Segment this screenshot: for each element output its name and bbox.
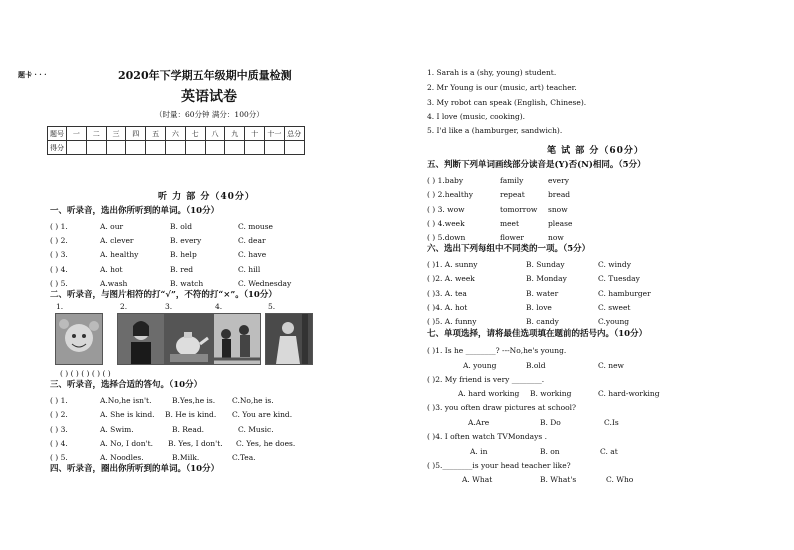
option-c: C.Is	[604, 418, 619, 427]
option-b: B. red	[170, 265, 194, 274]
part2-answer-row: ( ) ( ) ( ) ( ) ( )	[60, 369, 111, 378]
option-b: B. candy	[526, 317, 559, 326]
part3-num: ( ) 2.	[50, 410, 68, 419]
option-a: A.Are	[468, 418, 490, 427]
corner-mark: 题卡 · · ·	[18, 70, 47, 79]
option-a: A. hot	[100, 265, 123, 274]
option-c: C. sweet	[598, 303, 631, 312]
question: ( )3. you often draw pictures at school?	[427, 403, 577, 412]
option-a: A. Swim.	[100, 425, 134, 434]
option-a: A. clever	[100, 236, 134, 245]
question: ( )5.________is your head teacher like?	[427, 461, 571, 470]
part6-item: ( )4. A. hot	[427, 303, 468, 312]
score-table	[47, 126, 305, 155]
option-a: A.No,he isn't.	[100, 396, 152, 405]
photo-woman	[265, 313, 313, 365]
sentence-item: 4. I love (music, cooking).	[427, 112, 526, 121]
option-c: C. windy	[598, 260, 631, 269]
word-c: bread	[548, 190, 571, 199]
option-c: C.Tea.	[232, 453, 256, 462]
word-c: snow	[548, 205, 568, 214]
option-b: B.Milk.	[172, 453, 200, 462]
part5-num: ( ) 3. wow	[427, 205, 465, 214]
option-b: B. water	[526, 289, 559, 298]
option-b: B. old	[170, 222, 192, 231]
option-c: C. hamburger	[598, 289, 651, 298]
score-input-cell[interactable]	[205, 141, 225, 155]
part3-title: 三、听录音，选择合适的答句。（10分）	[50, 380, 203, 390]
score-input-cell[interactable]	[245, 141, 265, 155]
score-input-cell[interactable]	[185, 141, 205, 155]
score-table-score-row	[48, 141, 305, 155]
option-c: C. Music.	[238, 425, 274, 434]
option-c: C. hill	[238, 265, 261, 274]
photo-people	[213, 313, 261, 365]
sentence-item: 3. My robot can speak (English, Chinese).	[427, 98, 587, 107]
part1-num: ( ) 5.	[50, 279, 68, 288]
option-c: C.young	[598, 317, 630, 326]
part3-num: ( ) 5.	[50, 453, 68, 462]
word-c: please	[548, 219, 573, 228]
score-cell-label: 题号	[48, 127, 67, 141]
score-cell-label: 得分	[48, 141, 67, 155]
option-b: B. He is kind.	[165, 410, 217, 419]
option-a: A. What	[462, 475, 493, 484]
option-c: C. You are kind.	[232, 410, 293, 419]
option-a: A. No, I don't.	[100, 439, 153, 448]
score-input-cell[interactable]	[284, 141, 304, 155]
option-a: A. She is kind.	[100, 410, 155, 419]
option-c: C. have	[238, 250, 267, 259]
option-a: A. healthy	[100, 250, 139, 259]
option-b: B. Yes, I don't.	[168, 439, 223, 448]
option-a: A. hard working	[458, 389, 520, 398]
score-cell: 十一	[264, 127, 284, 141]
score-input-cell[interactable]	[126, 141, 146, 155]
sentence-item: 2. Mr Young is our (music, art) teacher.	[427, 83, 577, 92]
option-b: B. help	[170, 250, 197, 259]
score-table-header-row	[48, 127, 305, 141]
exam-info: （时量：60分钟 满分：100分）	[155, 110, 264, 119]
part6-title: 六、选出下列每组中不同类的一项。（5分）	[427, 244, 591, 254]
score-cell: 九	[225, 127, 245, 141]
option-b: B. watch	[170, 279, 204, 288]
option-a: A. in	[470, 447, 488, 456]
part3-num: ( ) 4.	[50, 439, 68, 448]
option-b: B.Yes,he is.	[172, 396, 216, 405]
score-cell: 十	[245, 127, 265, 141]
listening-section-title: 听 力 部 分（40分）	[158, 192, 255, 202]
word-b: family	[500, 176, 524, 185]
word-b: repeat	[500, 190, 525, 199]
score-cell: 八	[205, 127, 225, 141]
pic-num: 4.	[215, 302, 223, 311]
question: ( )4. I often watch TVMondays .	[427, 432, 547, 441]
option-c: C. new	[598, 361, 624, 370]
option-c: C. Wednesday	[238, 279, 292, 288]
part6-item: ( )5. A. funny	[427, 317, 477, 326]
part5-num: ( ) 4.week	[427, 219, 465, 228]
sentence-item: 5. I'd like a (hamburger, sandwich).	[427, 126, 563, 135]
part3-num: ( ) 1.	[50, 396, 68, 405]
score-cell: 四	[126, 127, 146, 141]
photo-baby	[55, 313, 103, 365]
option-b: B. Do	[540, 418, 561, 427]
option-a: A. our	[100, 222, 124, 231]
word-c: now	[548, 233, 564, 242]
option-a: A. Noodles.	[100, 453, 144, 462]
option-c: C. Yes, he does.	[236, 439, 296, 448]
written-section-title: 笔 试 部 分（60分）	[547, 146, 644, 156]
question: ( )1. Is he ________? ---No,he's young.	[427, 346, 567, 355]
part3-num: ( ) 3.	[50, 425, 68, 434]
score-input-cell[interactable]	[264, 141, 284, 155]
pic-num: 1.	[56, 302, 64, 311]
part5-num: ( ) 2.healthy	[427, 190, 473, 199]
part6-item: ( )3. A. tea	[427, 289, 467, 298]
score-cell: 五	[146, 127, 166, 141]
exam-subtitle: 英语试卷	[181, 89, 237, 105]
part1-num: ( ) 4.	[50, 265, 68, 274]
exam-title: 2020年下学期五年级期中质量检测	[118, 69, 292, 82]
score-input-cell[interactable]	[67, 141, 87, 155]
option-b: B. working	[530, 389, 572, 398]
score-cell: 七	[185, 127, 205, 141]
score-input-cell[interactable]	[225, 141, 245, 155]
option-b: B.old	[526, 361, 546, 370]
part5-title: 五、判断下列单词画线部分读音是(Y)否(N)相同。（5分）	[427, 160, 646, 170]
part1-num: ( ) 1.	[50, 222, 68, 231]
score-input-cell[interactable]	[106, 141, 126, 155]
part4-title: 四、听录音，圈出你所听到的单词。（10分）	[50, 464, 220, 474]
part7-title: 七、单项选择，请将最佳选项填在题前的括号内。（10分）	[427, 329, 648, 339]
part1-num: ( ) 2.	[50, 236, 68, 245]
option-c: C. Who	[606, 475, 634, 484]
option-c: C. Tuesday	[598, 274, 640, 283]
score-cell: 一	[67, 127, 87, 141]
photo-girl	[117, 313, 165, 365]
part5-num: ( ) 5.down	[427, 233, 466, 242]
photo-teapot	[165, 313, 213, 365]
part6-item: ( )2. A. week	[427, 274, 475, 283]
score-input-cell[interactable]	[86, 141, 106, 155]
option-c: C.No,he is.	[232, 396, 274, 405]
score-cell: 二	[86, 127, 106, 141]
word-b: flower	[500, 233, 524, 242]
option-c: C. hard-working	[598, 389, 660, 398]
option-b: B. Read.	[172, 425, 205, 434]
option-b: B. Sunday	[526, 260, 565, 269]
part1-title: 一、听录音，选出你所听到的单词。（10分）	[50, 206, 220, 216]
pic-num: 2.	[120, 302, 128, 311]
sentence-item: 1. Sarah is a (shy, young) student.	[427, 68, 557, 77]
pic-num: 3.	[165, 302, 173, 311]
option-c: C. at	[600, 447, 618, 456]
score-cell: 三	[106, 127, 126, 141]
word-c: every	[548, 176, 569, 185]
pic-num: 5.	[268, 302, 276, 311]
part1-num: ( ) 3.	[50, 250, 68, 259]
part6-item: ( )1. A. sunny	[427, 260, 478, 269]
question: ( )2. My friend is very ________.	[427, 375, 545, 384]
score-input-cell[interactable]	[165, 141, 185, 155]
option-c: C. mouse	[238, 222, 273, 231]
word-b: tomorrow	[500, 205, 538, 214]
option-a: A. young	[463, 361, 497, 370]
score-cell: 总分	[284, 127, 304, 141]
part2-title: 二、听录音，与图片相符的打“√”，不符的打“×”。（10分）	[50, 290, 277, 300]
option-a: A.wash	[100, 279, 128, 288]
option-b: B. every	[170, 236, 202, 245]
part5-num: ( ) 1.baby	[427, 176, 464, 185]
word-b: meet	[500, 219, 520, 228]
option-b: B. love	[526, 303, 552, 312]
option-b: B. Monday	[526, 274, 567, 283]
score-input-cell[interactable]	[146, 141, 166, 155]
option-b: B. What's	[540, 475, 577, 484]
score-cell: 六	[165, 127, 185, 141]
option-c: C. dear	[238, 236, 266, 245]
option-b: B. on	[540, 447, 560, 456]
